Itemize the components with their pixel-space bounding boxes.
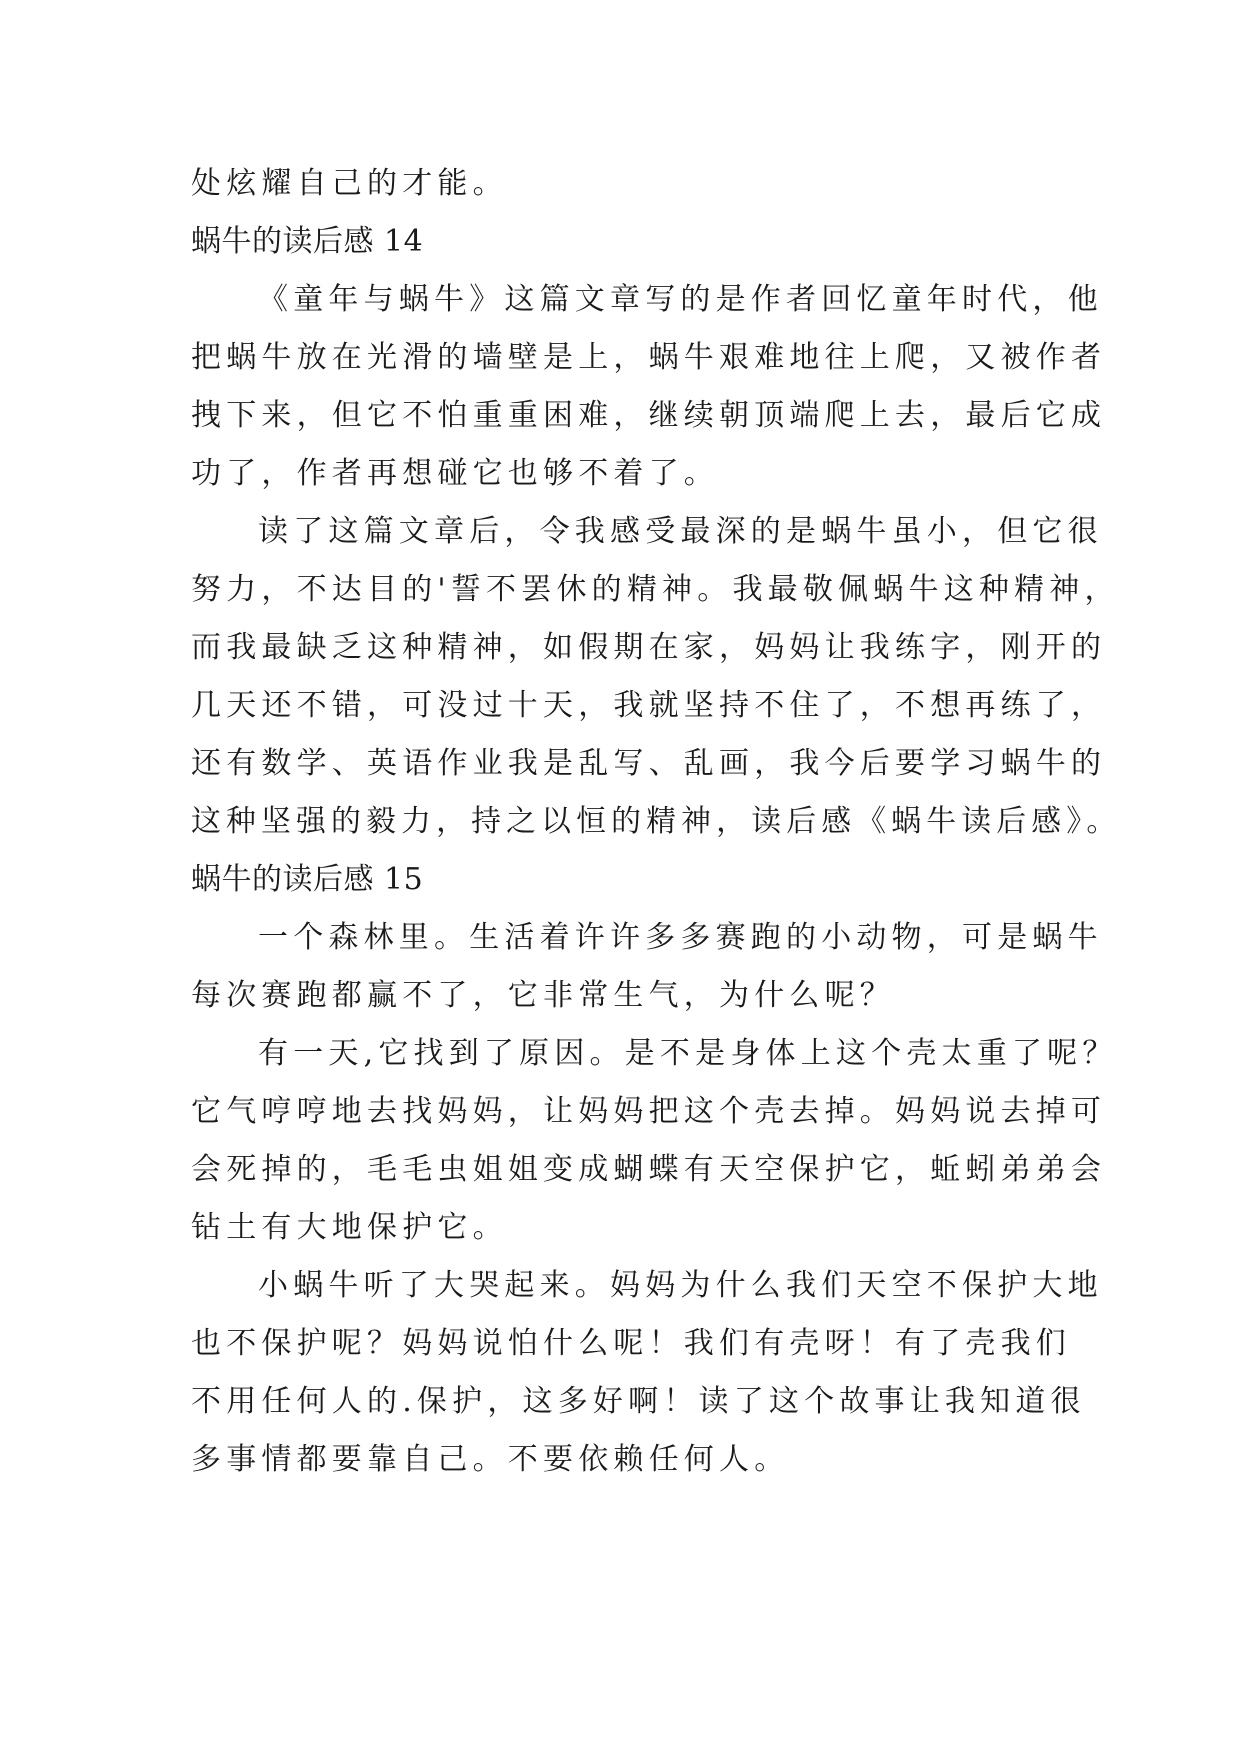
paragraph-first-line: 有一天,它找到了原因。是不是身体上这个壳太重了呢？ (258, 1036, 1118, 1071)
paragraph-first-line: 一个森林里。生活着许许多多赛跑的小动物，可是蜗牛 (258, 920, 1103, 955)
paragraph-first-line: 《童年与蜗牛》这篇文章写的是作者回忆童年时代，他 (258, 282, 1103, 317)
text-line: 每次赛跑都赢不了，它非常生气，为什么呢？ (191, 978, 895, 1013)
text-line: 会死掉的，毛毛虫姐姐变成蝴蝶有天空保护它，蚯蚓弟弟会 (191, 1152, 1107, 1187)
text-line: 而我最缺乏这种精神，如假期在家，妈妈让我练字，刚开的 (191, 630, 1107, 665)
text-line: 这种坚强的毅力，持之以恒的精神，读后感《蜗牛读后感》。 (191, 804, 1122, 839)
text-line: 它气哼哼地去找妈妈，让妈妈把这个壳去掉。妈妈说去掉可 (191, 1094, 1107, 1129)
section-heading: 蜗牛的读后感 15 (191, 862, 424, 897)
text-line: 钻土有大地保护它。 (191, 1210, 508, 1245)
text-line: 把蜗牛放在光滑的墙壁是上，蜗牛艰难地往上爬，又被作者 (191, 340, 1107, 375)
text-line: 功了，作者再想碰它也够不着了。 (191, 456, 719, 491)
paragraph-first-line: 读了这篇文章后，令我感受最深的是蜗牛虽小，但它很 (258, 514, 1103, 549)
paragraph-first-line: 小蜗牛听了大哭起来。妈妈为什么我们天空不保护大地 (258, 1268, 1103, 1303)
text-line: 也不保护呢？妈妈说怕什么呢！我们有壳呀！有了壳我们 (191, 1326, 1071, 1361)
text-line: 处炫耀自己的才能。 (191, 166, 508, 201)
text-line: 还有数学、英语作业我是乱写、乱画，我今后要学习蜗牛的 (191, 746, 1107, 781)
text-line: 不用任何人的.保护，这多好啊！读了这个故事让我知道很 (191, 1384, 1086, 1419)
section-heading: 蜗牛的读后感 14 (191, 224, 424, 259)
text-line: 努力，不达目的'誓不罢休的精神。我最敬佩蜗牛这种精神， (191, 572, 1120, 607)
text-line: 多事情都要靠自己。不要依赖任何人。 (191, 1442, 790, 1477)
text-line: 几天还不错，可没过十天，我就坚持不住了，不想再练了， (191, 688, 1107, 723)
text-line: 拽下来，但它不怕重重困难，继续朝顶端爬上去，最后它成 (191, 398, 1107, 433)
